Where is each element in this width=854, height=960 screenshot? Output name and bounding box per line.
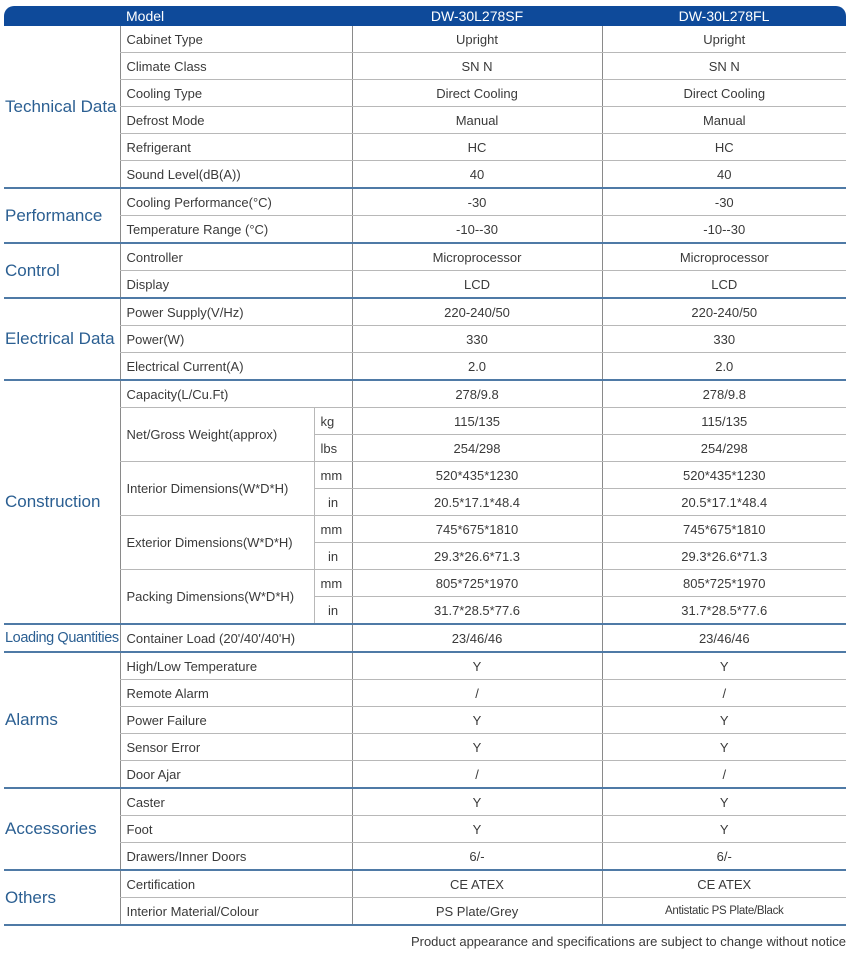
table-row: Climate Class SN N SN N — [4, 53, 846, 80]
table-row: Electrical Data Power Supply(V/Hz) 220-240/50 220-240/50 — [4, 298, 846, 326]
table-row: Cooling Type Direct Cooling Direct Cooling — [4, 80, 846, 107]
table-row: Alarms High/Low Temperature Y Y — [4, 652, 846, 680]
table-row: Interior Dimensions(W*D*H) mm 520*435*1230 520*435*1230 — [4, 462, 846, 489]
table-row: Drawers/Inner Doors 6/- 6/- — [4, 843, 846, 871]
table-row: Refrigerant HC HC — [4, 134, 846, 161]
table-row: Control Controller Microprocessor Microprocessor — [4, 243, 846, 271]
spec-sheet — [4, 6, 846, 926]
model-1: DW-30L278SF — [352, 6, 602, 26]
table-row: Packing Dimensions(W*D*H) mm 805*725*1970 805*725*1970 — [4, 570, 846, 597]
spec-table — [4, 6, 846, 926]
table-row: Interior Material/Colour PS Plate/Grey Antistatic PS Plate/Black — [4, 898, 846, 926]
table-row: Sensor Error Y Y — [4, 734, 846, 761]
table-row: lbs 254/298 254/298 — [4, 435, 846, 462]
table-row: Power Failure Y Y — [4, 707, 846, 734]
model-label: Model — [120, 6, 352, 26]
table-row: Performance Cooling Performance(°C) -30 -30 — [4, 188, 846, 216]
table-row: Others Certification CE ATEX CE ATEX — [4, 870, 846, 898]
table-row: Construction Capacity(L/Cu.Ft) 278/9.8 278/9.8 — [4, 380, 846, 408]
category-performance: Performance — [4, 188, 120, 243]
table-row: Net/Gross Weight(approx) kg 115/135 115/135 — [4, 408, 846, 435]
category-alarms: Alarms — [4, 652, 120, 788]
category-construction: Construction — [4, 380, 120, 624]
category-electrical-data: Electrical Data — [4, 298, 120, 380]
table-row: Electrical Current(A) 2.0 2.0 — [4, 353, 846, 381]
table-row: in 29.3*26.6*71.3 29.3*26.6*71.3 — [4, 543, 846, 570]
table-row: Remote Alarm / / — [4, 680, 846, 707]
table-row: Display LCD LCD — [4, 271, 846, 299]
table-row: Loading Quantities Container Load (20'/40'/40'H) 23/46/46 23/46/46 — [4, 624, 846, 652]
header-row — [4, 6, 846, 26]
table-row: Temperature Range (°C) -10--30 -10--30 — [4, 216, 846, 244]
table-row: in 31.7*28.5*77.6 31.7*28.5*77.6 — [4, 597, 846, 625]
category-accessories: Accessories — [4, 788, 120, 870]
table-row: Foot Y Y — [4, 816, 846, 843]
table-row: Defrost Mode Manual Manual — [4, 107, 846, 134]
category-technical-data: Technical Data — [4, 26, 120, 188]
footer-note: Product appearance and specifications are subject to change without notice — [410, 934, 846, 949]
table-row: Sound Level(dB(A)) 40 40 — [4, 161, 846, 189]
table-row: in 20.5*17.1*48.4 20.5*17.1*48.4 — [4, 489, 846, 516]
table-row: Power(W) 330 330 — [4, 326, 846, 353]
category-others: Others — [4, 870, 120, 925]
category-loading-quantities: Loading Quantities — [4, 624, 120, 652]
table-row: Exterior Dimensions(W*D*H) mm 745*675*1810 745*675*1810 — [4, 516, 846, 543]
category-control: Control — [4, 243, 120, 298]
model-2: DW-30L278FL — [602, 6, 846, 26]
table-row: Technical Data Cabinet Type Upright Upright — [4, 26, 846, 53]
table-row: Accessories Caster Y Y — [4, 788, 846, 816]
table-row: Door Ajar / / — [4, 761, 846, 789]
